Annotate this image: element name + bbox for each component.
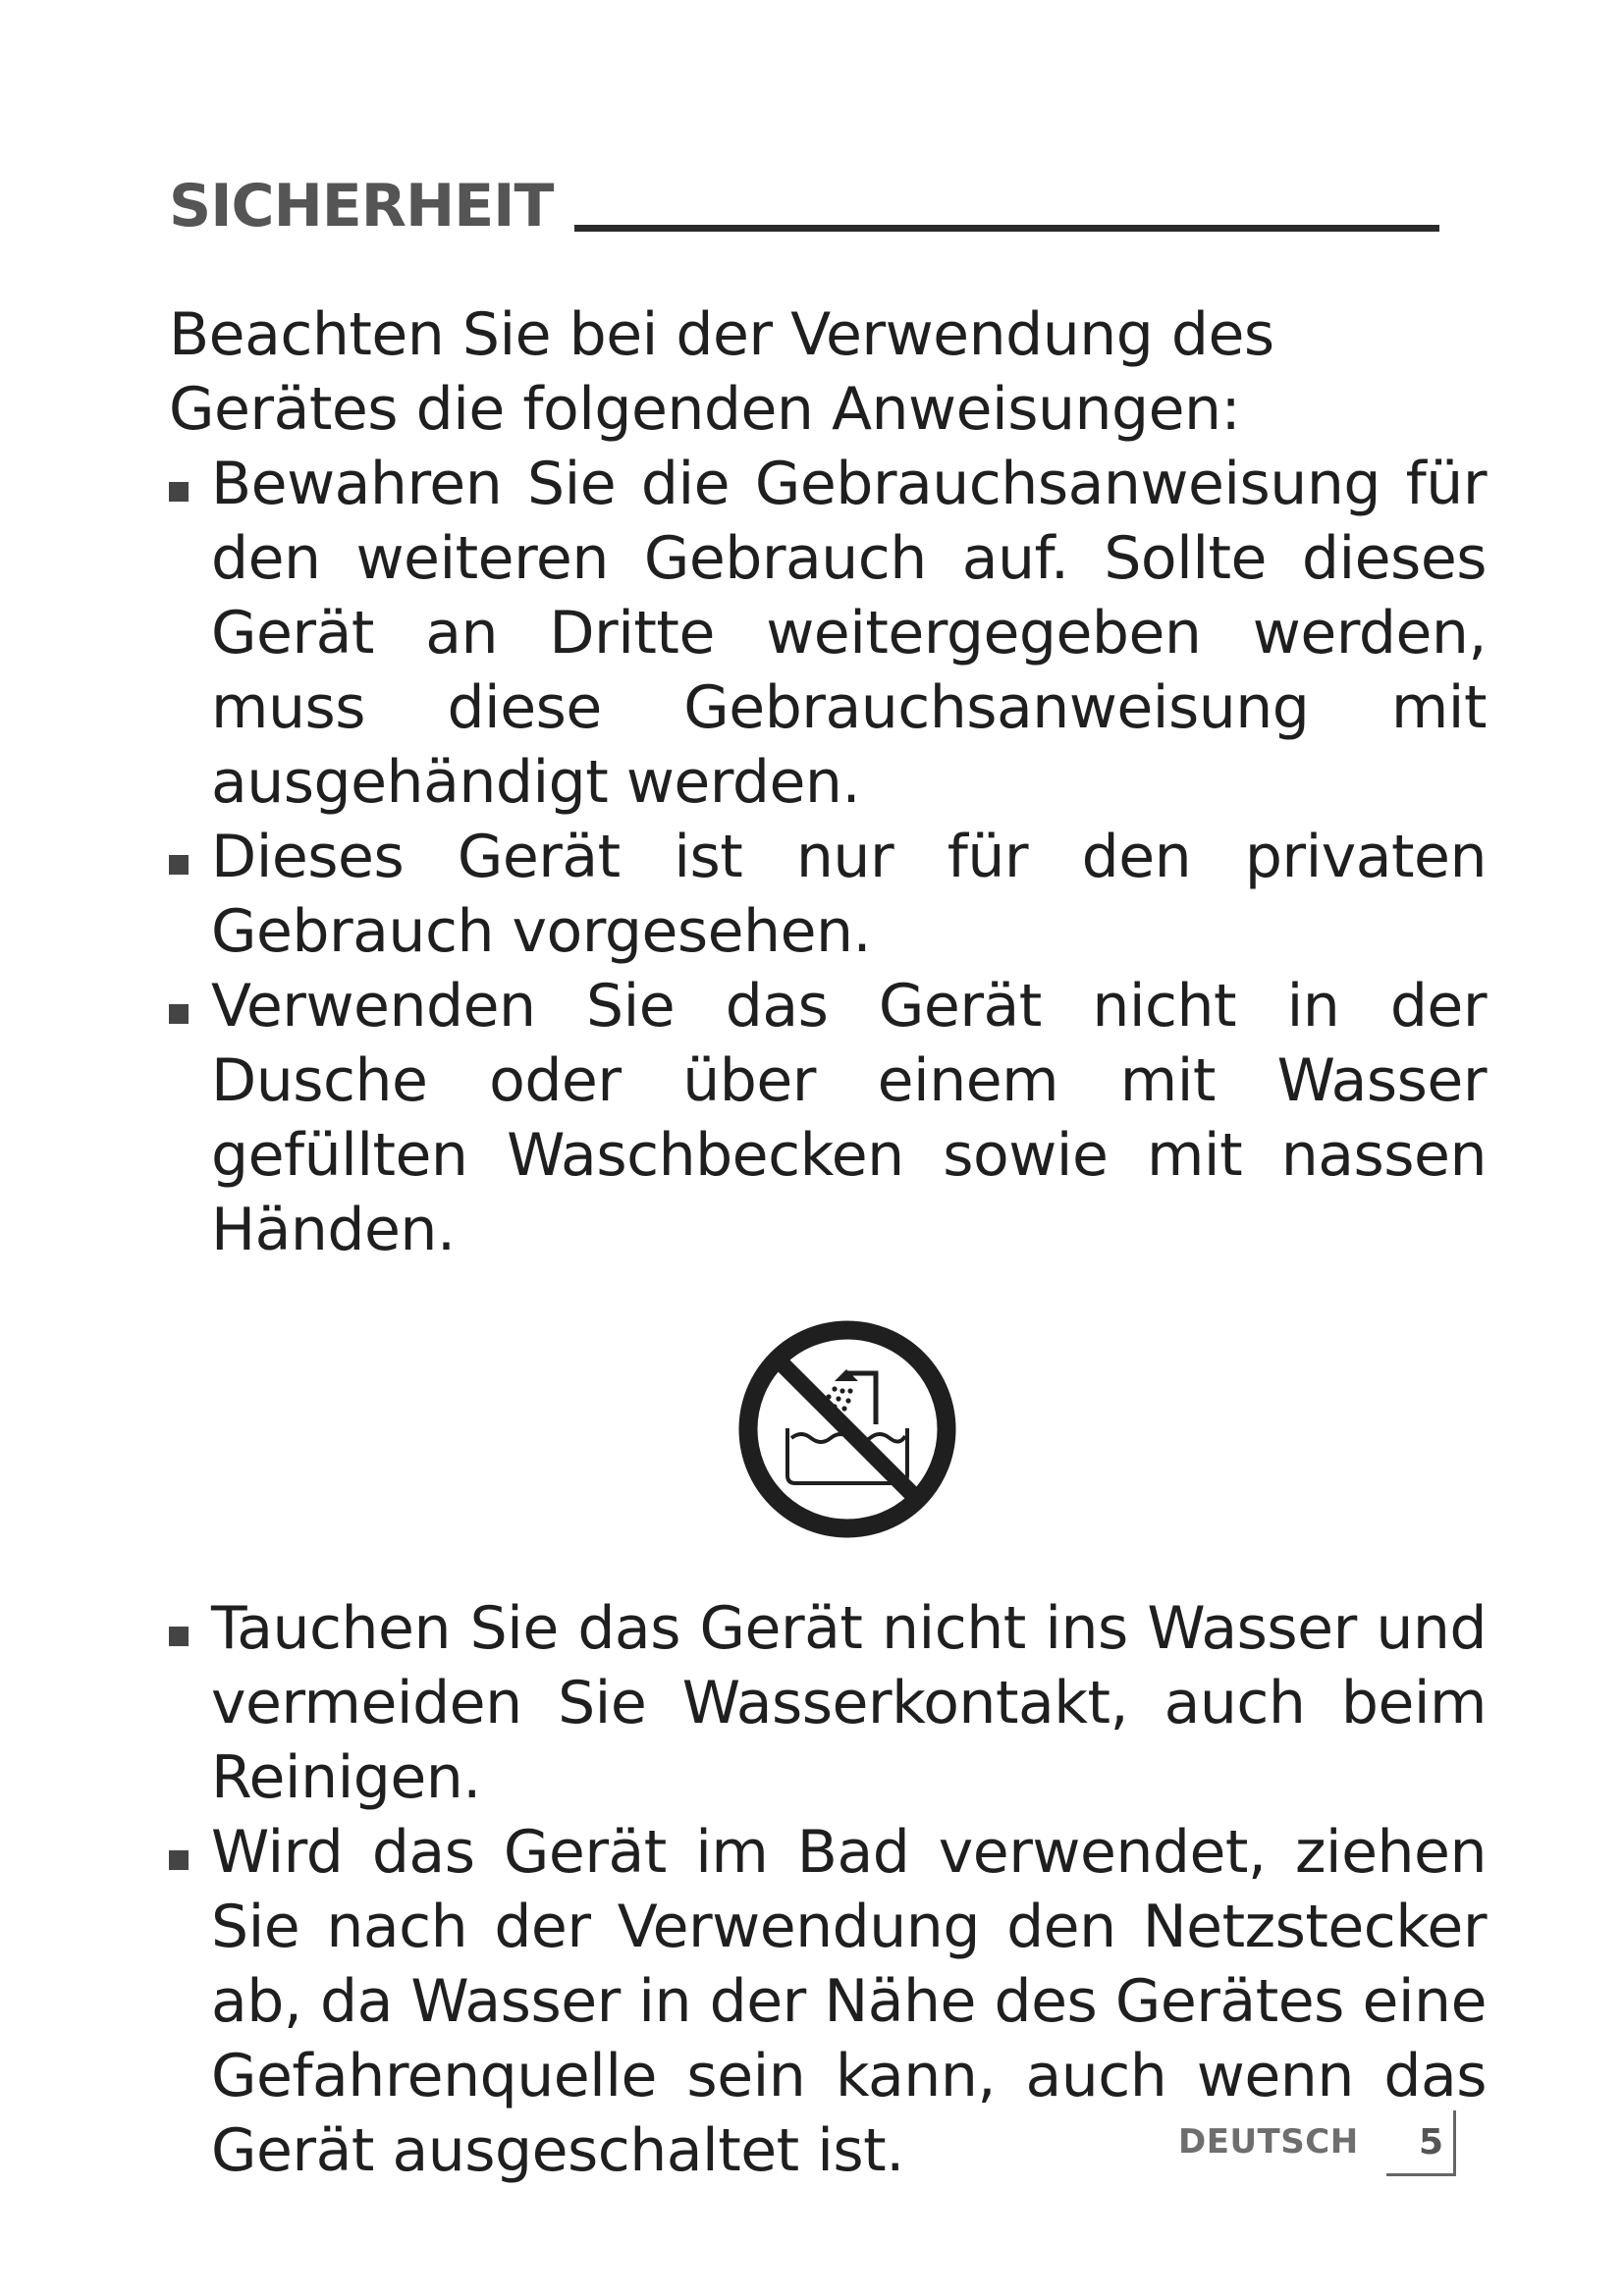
heading-rule bbox=[574, 225, 1439, 232]
list-item-text: Tauchen Sie das Gerät nicht ins Wasser und vermeiden Sie Wasserkontakt, auch beim Reinigen. bbox=[211, 1594, 1487, 1812]
list-item bbox=[169, 447, 1487, 820]
bullet-square-icon bbox=[169, 1004, 189, 1024]
list-item-text: Dieses Gerät ist nur für den privaten Gebrauch vorgesehen. bbox=[211, 823, 1487, 966]
main-content bbox=[169, 297, 1487, 2188]
safety-list-1 bbox=[169, 447, 1487, 1267]
bullet-square-icon bbox=[169, 855, 189, 875]
intro-text: Beachten Sie bei der Verwendung des Gerätes die folgenden Anweisungen: bbox=[169, 300, 1274, 444]
bullet-square-icon bbox=[169, 482, 189, 502]
warning-sign bbox=[208, 1267, 1487, 1591]
bullet-square-icon bbox=[169, 1627, 189, 1646]
page-footer bbox=[1168, 2110, 1463, 2179]
list-item bbox=[169, 969, 1487, 1267]
page-number: 5 bbox=[1419, 2122, 1444, 2163]
list-item-text: Wird das Gerät im Bad verwendet, ziehen Sie nach der Verwendung den Netzstecker ab, da Wasser in der Nähe des Gerätes eine Gefahrenquelle sein kann, auch wenn das Gerät ausgeschaltet ist. bbox=[211, 1818, 1487, 2185]
safety-list-2 bbox=[169, 1591, 1487, 2188]
list-item-text: Bewahren Sie die Gebrauchsanweisung für den weiteren Gebrauch auf. Sollte dieses Gerät an Dritte weitergegeben werden, muss diese Gebrauchsanweisung mit ausgehändigt werden. bbox=[211, 450, 1487, 817]
list-item-text: Verwenden Sie das Gerät nicht in der Dusche oder über einem mit Wasser gefüllten Waschbecken sowie mit nassen Händen. bbox=[211, 972, 1487, 1264]
footer-divider-vertical bbox=[1453, 2110, 1456, 2175]
no-water-bath-icon bbox=[736, 1318, 958, 1540]
list-item bbox=[169, 820, 1487, 969]
section-header bbox=[169, 147, 1439, 240]
footer-divider-horizontal bbox=[1386, 2173, 1456, 2176]
footer-language: DEUTSCH bbox=[1178, 2122, 1359, 2162]
bullet-square-icon bbox=[169, 1850, 189, 1870]
section-title: SICHERHEIT bbox=[169, 172, 554, 240]
list-item bbox=[169, 1591, 1487, 1815]
